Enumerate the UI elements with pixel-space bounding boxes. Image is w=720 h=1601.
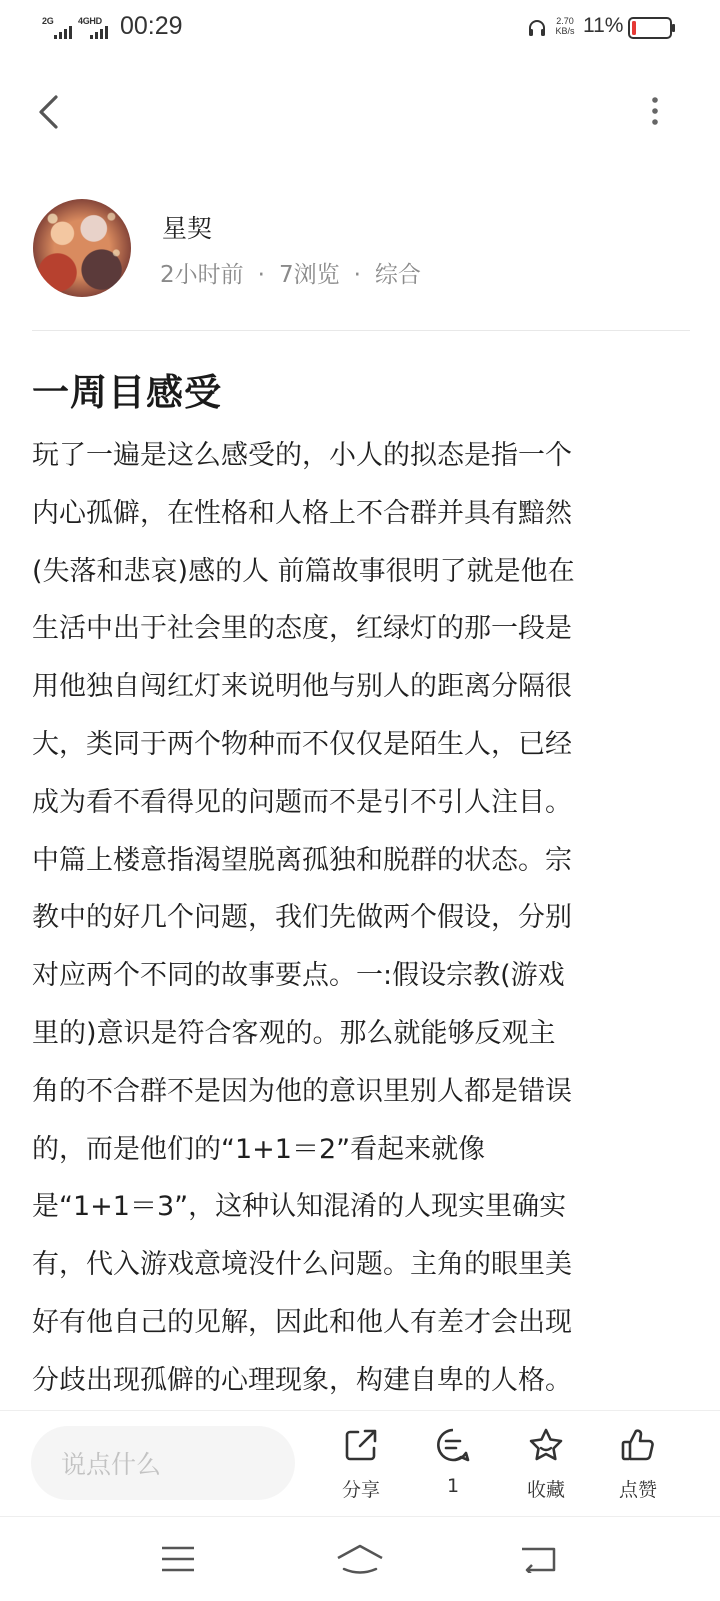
action-bar bbox=[0, 1410, 720, 1517]
nav-menu-button[interactable] bbox=[148, 1537, 208, 1581]
battery-icon bbox=[628, 17, 676, 39]
menu-icon bbox=[161, 1546, 195, 1572]
share-label: 分享 bbox=[341, 1479, 380, 1501]
post-body bbox=[32, 427, 692, 1410]
more-vertical-icon bbox=[650, 96, 660, 126]
author-name[interactable]: 星契 bbox=[162, 214, 213, 243]
post-title: 一周目感受 bbox=[32, 371, 222, 414]
battery-percent: 11% bbox=[583, 14, 624, 37]
post-category: 综合 bbox=[374, 262, 421, 288]
net-speed-unit: KB/s bbox=[555, 26, 575, 36]
post-body-line: 中篇上楼意指渴望脱离孤独和脱群的状态。宗 bbox=[32, 844, 572, 876]
post-body-line: 好有他自己的见解，因此和他人有差才会出现 bbox=[32, 1306, 572, 1338]
battery-fill bbox=[632, 21, 636, 35]
signal-bars-icon bbox=[90, 26, 108, 39]
post-body-line: 的，而是他们的“1+1＝2”看起来就像 bbox=[32, 1133, 486, 1165]
home-icon bbox=[336, 1544, 384, 1574]
back-button[interactable] bbox=[28, 90, 68, 134]
sim2-label: 4GHD bbox=[78, 16, 102, 26]
post-body-line: 用他独自闯红灯来说明他与别人的距离分隔很 bbox=[32, 671, 572, 703]
share-button[interactable] bbox=[321, 1425, 401, 1505]
status-time: 00:29 bbox=[120, 12, 183, 40]
favorite-label: 收藏 bbox=[526, 1479, 565, 1501]
comment-button[interactable] bbox=[413, 1425, 493, 1505]
post-body-line: 教中的好几个问题，我们先做两个假设，分别 bbox=[32, 902, 572, 934]
nav-back-button[interactable] bbox=[508, 1537, 568, 1581]
like-label: 点赞 bbox=[618, 1479, 657, 1501]
meta-separator: · bbox=[257, 262, 265, 288]
star-icon bbox=[528, 1427, 564, 1463]
net-speed-value: 2.70 bbox=[556, 16, 574, 26]
status-bar bbox=[0, 0, 720, 56]
more-options-button[interactable] bbox=[640, 88, 670, 134]
post-body-line: (失落和悲哀)感的人 前篇故事很明了就是他在 bbox=[32, 555, 575, 587]
chevron-left-icon bbox=[36, 94, 60, 130]
post-time: 2小时前 bbox=[160, 262, 244, 288]
post-views: 7浏览 bbox=[278, 262, 340, 288]
system-nav-bar bbox=[0, 1516, 720, 1601]
like-button[interactable] bbox=[598, 1425, 678, 1505]
post-body-line: 成为看不看得见的问题而不是引不引人注目。 bbox=[32, 786, 572, 818]
post-body-line: 内心孤僻，在性格和人格上不合群并具有黯然 bbox=[32, 497, 572, 529]
post-body-line: 角的不合群不是因为他的意识里别人都是错误 bbox=[32, 1075, 572, 1107]
sim2-signal bbox=[78, 16, 122, 40]
comment-icon bbox=[435, 1427, 471, 1463]
post-body-line: 大，类同于两个物种而不仅仅是陌生人，已经 bbox=[32, 728, 572, 760]
signal-bars-icon bbox=[54, 26, 72, 39]
post-body-line: 玩了一遍是这么感受的，小人的拟态是指一个 bbox=[32, 440, 572, 471]
meta-separator: · bbox=[353, 262, 361, 288]
thumbs-up-icon bbox=[620, 1427, 656, 1463]
post-body-line: 里的)意识是符合客观的。那么就能够反观主 bbox=[32, 1017, 556, 1049]
nav-home-button[interactable] bbox=[330, 1537, 390, 1581]
network-speed bbox=[550, 16, 580, 36]
post-body-line: 有，代入游戏意境没什么问题。主角的眼里美 bbox=[32, 1249, 572, 1281]
author-avatar[interactable] bbox=[33, 199, 131, 297]
sim1-label: 2G bbox=[42, 16, 54, 26]
post-body-line: 生活中出于社会里的态度，红绿灯的那一段是 bbox=[32, 613, 572, 645]
post-body-line: 分歧出现孤僻的心理现象，构建自卑的人格。 bbox=[32, 1364, 572, 1396]
post-body-line: 是“1+1＝3”，这种认知混淆的人现实里确实 bbox=[32, 1191, 567, 1223]
comment-count: 1 bbox=[446, 1475, 460, 1497]
divider bbox=[32, 330, 690, 331]
favorite-button[interactable] bbox=[506, 1425, 586, 1505]
post-meta bbox=[160, 256, 421, 289]
headset-icon bbox=[527, 18, 547, 38]
comment-input[interactable]: 说点什么 bbox=[31, 1426, 295, 1500]
share-icon bbox=[343, 1427, 379, 1463]
nav-back-icon bbox=[520, 1545, 556, 1573]
post-body-line: 对应两个不同的故事要点。一:假设宗教(游戏 bbox=[32, 960, 565, 992]
